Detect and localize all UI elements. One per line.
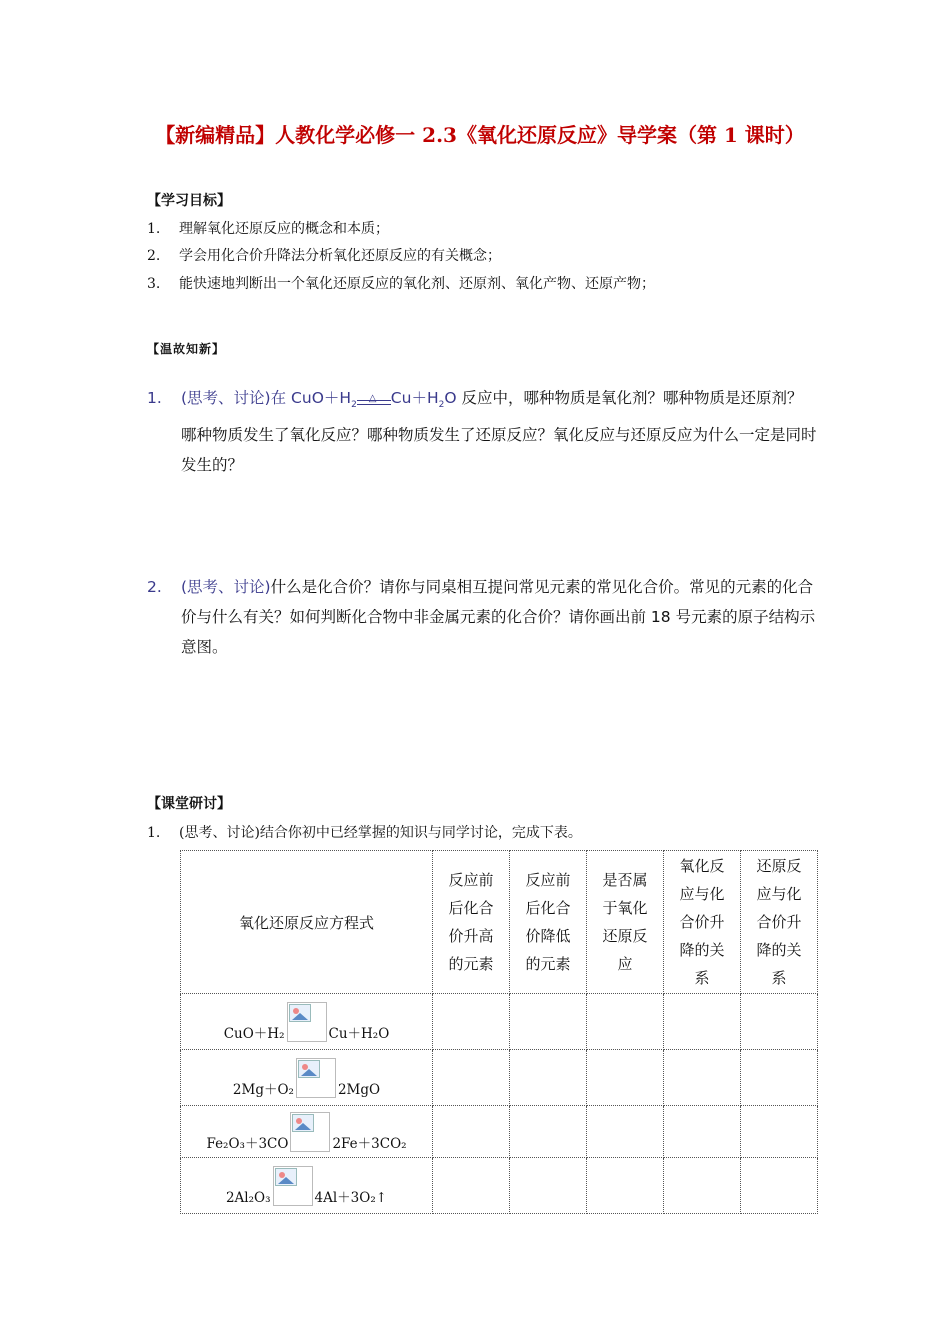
table-header-cell: 是否属于氧化还原反应 [587,851,664,994]
table-row [181,1050,818,1106]
table-row [181,994,818,1050]
table-header-cell: 氧化还原反应方程式 [181,851,433,994]
equation-cell: 2Al₂O₃ 4Al＋3O₂↑ [181,1158,433,1214]
goal-item: 1. 理解氧化还原反应的概念和本质； [147,221,389,237]
broken-image-icon [287,1002,327,1042]
table-header-row [181,851,818,994]
class-heading: 【课堂研讨】 [147,796,231,812]
reaction-arrow: △ [357,392,391,406]
review-question-1: 1. (思考、讨论)在 $CuO+H_2$ △ $Cu+H_2O$ 反应中，哪种物质是氧化剂？哪种物质是还原剂？哪种物质发生了氧化反应？哪种物质发生了还原反应？氧化反应与还原反应为什么一定是同时发生的？ [147,389,817,475]
broken-image-icon [273,1166,313,1206]
broken-image-icon [290,1112,330,1152]
table-row [181,1106,818,1158]
table-header-cell: 反应前后化合价降低的元素 [510,851,587,994]
broken-image-icon [296,1058,336,1098]
goal-item: 2. 学会用化合价升降法分析氧化还原反应的有关概念； [147,248,501,264]
class-question: 1. (思考、讨论)结合你初中已经掌握的知识与同学讨论，完成下表。 [147,825,582,841]
reaction-table [180,850,818,1214]
equation-cell: 2Mg＋O₂ 2MgO [181,1050,433,1106]
equation: $CuO+H_2$ △ $Cu+H_2O$ [291,389,457,411]
review-heading: 【温故知新】 [147,342,226,356]
table-row [181,1158,818,1214]
review-question-2: 2. (思考、讨论)什么是化合价？请你与同桌相互提问常见元素的常见化合价。常见的元素的化合价与什么有关？如何判断化合物中非金属元素的化合价？请你画出前 18 号元素的原子结构示意图。 [147,578,816,656]
table-header-cell: 还原反应与化合价升降的关系 [741,851,818,994]
page-title: 【新编精品】人教化学必修一 2.3《氧化还原反应》导学案（第 1 课时） [155,123,805,147]
equation-cell: Fe₂O₃＋3CO 2Fe＋3CO₂ [181,1106,433,1158]
table-header-cell: 氧化反应与化合价升降的关系 [664,851,741,994]
table-header-cell: 反应前后化合价升高的元素 [433,851,510,994]
goal-item: 3. 能快速地判断出一个氧化还原反应的氧化剂、还原剂、氧化产物、还原产物； [147,276,655,292]
equation-cell: CuO＋H₂ Cu＋H₂O [181,994,433,1050]
goals-heading: 【学习目标】 [147,193,231,209]
